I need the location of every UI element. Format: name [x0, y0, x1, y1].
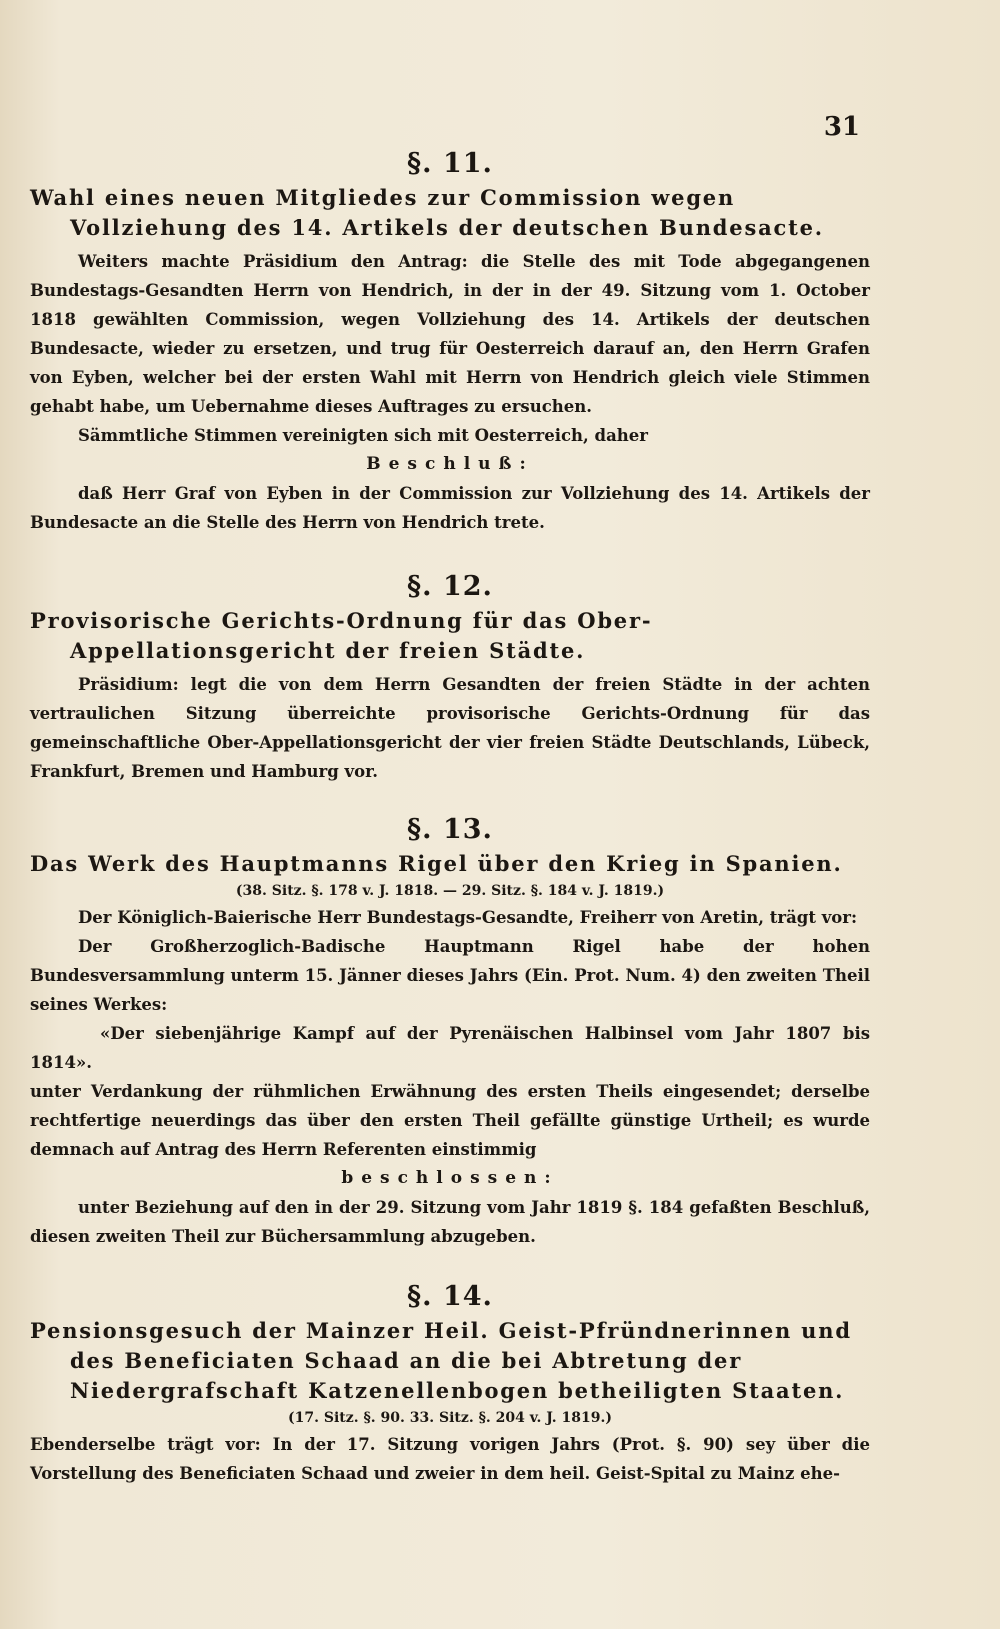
section-number: §. 12. — [407, 571, 493, 602]
section-heading: Provisorische Gerichts-Ordnung für das Ober-Appellationsgericht der freien Städte. — [30, 608, 653, 663]
section-heading: Das Werk des Hauptmanns Rigel über den Krieg in Spanien. — [30, 851, 843, 876]
body-paragraph: unter Verdankung der rühmlichen Erwähnung des ersten Theils eingesendet; derselbe rechtfertige neuerdings das über den ersten Theil gefällte günstige Urtheil; es wurde demnach auf Antrag des Herrn Referenten einstimmig — [30, 1082, 870, 1159]
resolution-label: beschlossen: — [341, 1168, 559, 1188]
body-paragraph: daß Herr Graf von Eyben in der Commission zur Vollziehung des 14. Artikels der Bundesacte an die Stelle des Herrn von Hendrich trete. — [30, 484, 870, 532]
section-number: §. 13. — [407, 814, 493, 845]
quoted-title: «Der siebenjährige Kampf auf der Pyrenäischen Halbinsel vom Jahr 1807 bis 1814». — [30, 1024, 870, 1072]
body-paragraph: Sämmtliche Stimmen vereinigten sich mit Oesterreich, daher — [78, 426, 648, 445]
reference-line: (17. Sitz. §. 90. 33. Sitz. §. 204 v. J. 1819.) — [288, 1410, 612, 1426]
body-paragraph: Ebenderselbe trägt vor: In der 17. Sitzung vorigen Jahrs (Prot. §. 90) sey über die Vorstellung des Beneficiaten Schaad und zweier in dem heil. Geist-Spital zu Mainz ehe- — [30, 1435, 870, 1483]
section-heading: Wahl eines neuen Mitgliedes zur Commission wegen Vollziehung des 14. Artikels der deutschen Bundesacte. — [30, 185, 824, 240]
resolution-label: Beschluß: — [366, 454, 534, 474]
body-paragraph: Präsidium: legt die von dem Herrn Gesandten der freien Städte in der achten vertraulichen Sitzung überreichte provisorische Gerichts-Ordnung für das gemeinschaftliche Ober-Appellationsgericht der vier freien Städte Deutschlands, Lübeck, Frankfurt, Bremen und Hamburg vor. — [30, 675, 870, 781]
section-number: §. 14. — [407, 1281, 493, 1312]
body-paragraph: unter Beziehung auf den in der 29. Sitzung vom Jahr 1819 §. 184 gefaßten Beschluß, diesen zweiten Theil zur Büchersammlung abzugeben. — [30, 1198, 870, 1246]
body-paragraph: Weiters machte Präsidium den Antrag: die Stelle des mit Tode abgegangenen Bundestags-Gesandten Herrn von Hendrich, in der in der 49. Sitzung vom 1. October 1818 gewählten Commission, wegen Vollziehung des 14. Artikels der deutschen Bundesacte, wieder zu ersetzen, und trug für Oesterreich darauf an, den Herrn Grafen von Eyben, welcher bei der ersten Wahl mit Herrn von Hendrich gleich viele Stimmen gehabt habe, um Uebernahme dieses Auftrages zu ersuchen. — [30, 252, 870, 416]
page-number: 31 — [823, 112, 860, 142]
section-11 — [30, 148, 870, 537]
section-number: §. 11. — [407, 148, 493, 179]
body-paragraph: Der Königlich-Baierische Herr Bundestags-Gesandte, Freiherr von Aretin, trägt vor: — [78, 908, 858, 927]
section-12 — [30, 571, 870, 786]
section-14 — [30, 1281, 870, 1488]
body-paragraph: Der Großherzoglich-Badische Hauptmann Rigel habe der hohen Bundesversammlung unterm 15. Jänner dieses Jahrs (Ein. Prot. Num. 4) den zweiten Theil seines Werkes: — [30, 937, 870, 1014]
section-heading: Pensionsgesuch der Mainzer Heil. Geist-Pfründnerinnen und des Beneficiaten Schaad an die bei Abtretung der Niedergrafschaft Katzenellenbogen betheiligten Staaten. — [30, 1318, 852, 1403]
reference-line: (38. Sitz. §. 178 v. J. 1818. — 29. Sitz. §. 184 v. J. 1819.) — [235, 883, 665, 899]
section-13 — [30, 814, 870, 1251]
